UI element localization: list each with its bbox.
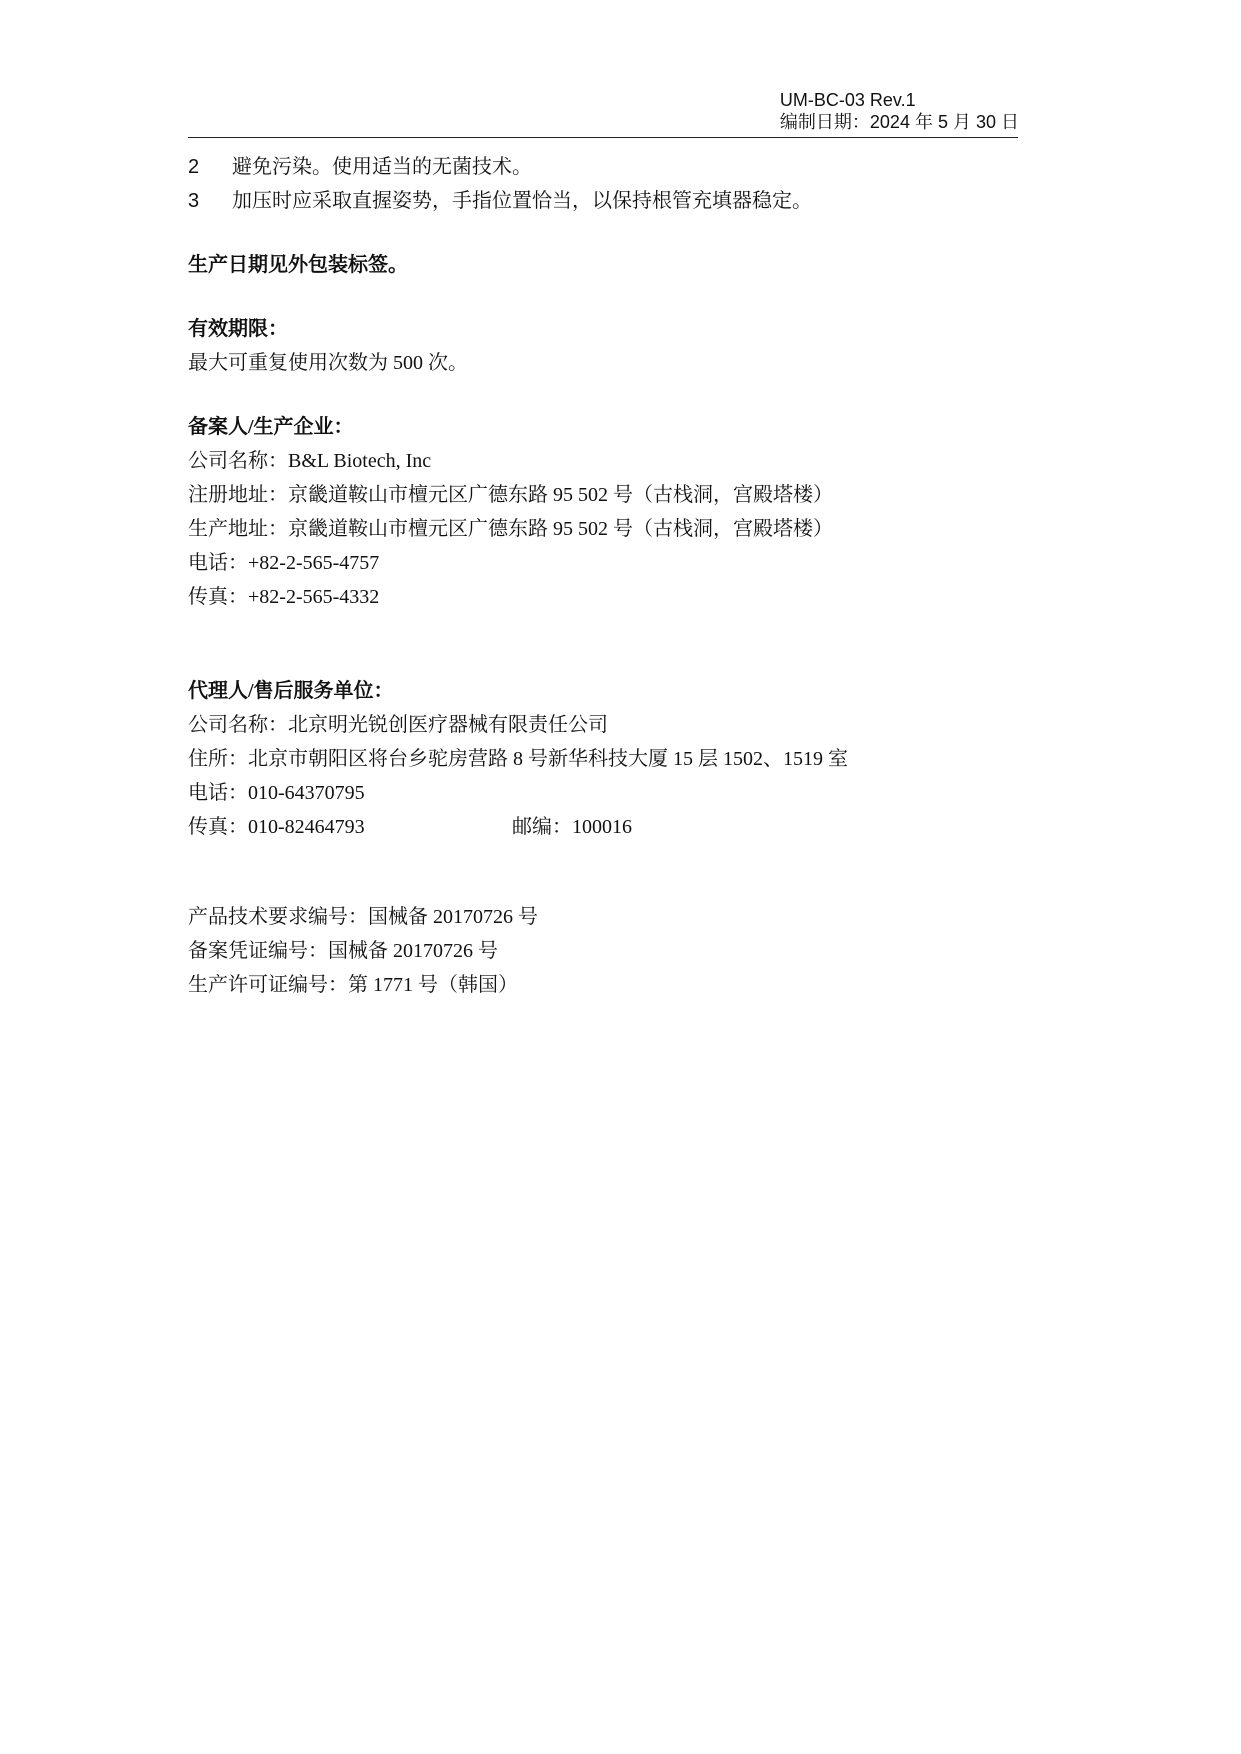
validity-heading: 有效期限：	[188, 318, 288, 340]
agent-fax: 传真：010-82464793	[188, 816, 365, 838]
document-body	[188, 150, 1088, 1002]
agent-address: 住所：北京市朝阳区将台乡驼房营路 8 号新华科技大厦 15 层 1502、1519 室	[188, 748, 848, 770]
agent-postcode: 邮编：100016	[512, 816, 632, 838]
registrant-production-address: 生产地址：京畿道鞍山市檀元区广德东路 95 502 号（古栈洞，宫殿塔楼）	[188, 518, 833, 540]
precaution-text: 加压时应采取直握姿势，手指位置恰当，以保持根管充填器稳定。	[232, 190, 812, 212]
production-date-note: 生产日期见外包装标签。	[188, 254, 408, 276]
precaution-number: 2	[188, 156, 200, 178]
page-header	[780, 89, 1019, 133]
tech-requirement-number: 产品技术要求编号：国械备 20170726 号	[188, 906, 538, 928]
agent-fax-postcode-row	[188, 810, 1088, 844]
precaution-item	[188, 184, 1088, 218]
manufacturing-license-number: 生产许可证编号：第 1771 号（韩国）	[188, 974, 518, 996]
validity-text: 最大可重复使用次数为 500 次。	[188, 352, 468, 374]
filing-certificate-number: 备案凭证编号：国械备 20170726 号	[188, 940, 498, 962]
registrant-phone: 电话：+82-2-565-4757	[188, 552, 380, 574]
agent-heading: 代理人/售后服务单位：	[188, 680, 394, 702]
precaution-text: 避免污染。使用适当的无菌技术。	[232, 156, 532, 178]
edit-date: 编制日期：2024 年 5 月 30 日	[779, 112, 1019, 132]
registrant-fax: 传真：+82-2-565-4332	[188, 586, 380, 608]
precaution-number: 3	[188, 190, 200, 212]
registrant-heading: 备案人/生产企业：	[188, 416, 354, 438]
document-code: UM-BC-03 Rev.1	[779, 90, 916, 110]
header-divider	[188, 137, 1018, 138]
precaution-item	[188, 150, 1088, 184]
agent-phone: 电话：010-64370795	[188, 782, 365, 804]
registrant-company: 公司名称：B&L Biotech, Inc	[188, 450, 432, 472]
registrant-registered-address: 注册地址：京畿道鞍山市檀元区广德东路 95 502 号（古栈洞，宫殿塔楼）	[188, 484, 833, 506]
agent-company: 公司名称：北京明光锐创医疗器械有限责任公司	[188, 714, 608, 736]
